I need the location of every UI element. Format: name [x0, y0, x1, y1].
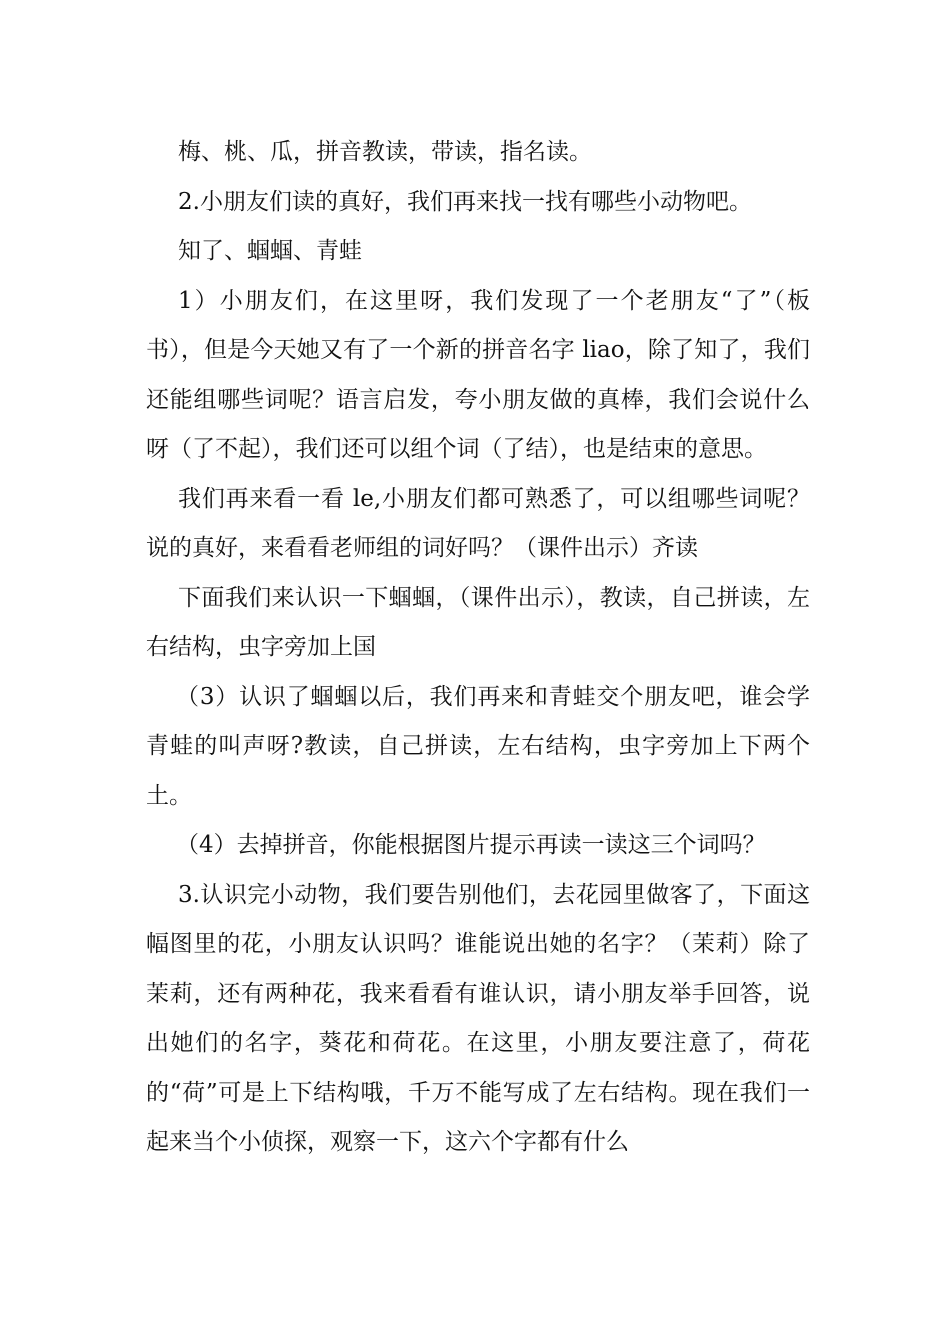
- paragraph-frog: （3）认识了蝈蝈以后，我们再来和青蛙交个朋友吧，谁会学青蛙的叫声呀?教读，自己拼读，左右结构，虫字旁加上下两个土。: [146, 683, 810, 809]
- paragraph-animal-words: 知了、蝈蝈、青蛙: [178, 238, 362, 264]
- paragraph-find-animals: 2.小朋友们读的真好，我们再来找一找有哪些小动物吧。: [178, 188, 752, 215]
- document-body: [146, 128, 810, 1168]
- paragraph-remove-pinyin: （4）去掉拼音，你能根据图片提示再读一读这三个词吗？: [176, 832, 766, 858]
- paragraph-pinyin-reading: 梅、桃、瓜，拼音教读，带读，指名读。: [178, 139, 592, 165]
- paragraph-le-words: 我们再来看一看 le,小朋友们都可熟悉了，可以组哪些词呢？说的真好，来看看老师组的词好吗？（课件出示）齐读: [146, 485, 810, 561]
- paragraph-liao-explanation: 1）小朋友们，在这里呀，我们发现了一个老朋友“了”（板书），但是今天她又有了一个新的拼音名字 liao，除了知了，我们还能组哪些词呢？语言启发，夸小朋友做的真棒，我们会说什么呀（了不起），我们还可以组个词（了结），也是结束的意思。: [146, 287, 810, 462]
- paragraph-flowers: 3.认识完小动物，我们要告别他们，去花园里做客了，下面这幅图里的花，小朋友认识吗？谁能说出她的名字？（茉莉）除了茉莉，还有两种花，我来看看有谁认识，请小朋友举手回答，说出她们的名字，葵花和荷花。在这里，小朋友要注意了，荷花的“荷”可是上下结构哦，千万不能写成了左右结构。现在我们一起来当个小侦探，观察一下，这六个字都有什么: [146, 881, 810, 1155]
- paragraph-guoguo: 下面我们来认识一下蝈蝈，（课件出示），教读，自己拼读，左右结构，虫字旁加上国: [146, 584, 810, 660]
